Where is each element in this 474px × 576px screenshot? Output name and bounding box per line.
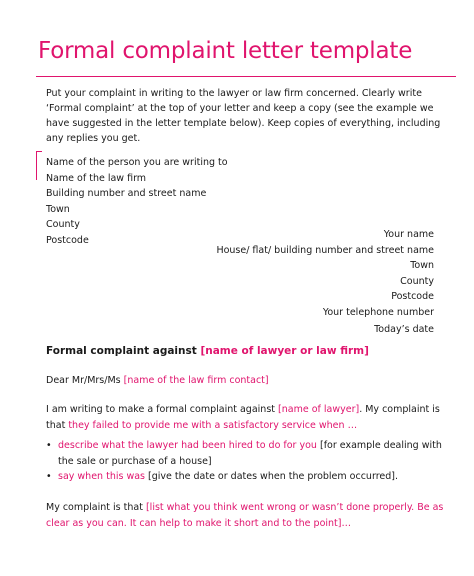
lawyer-placeholder: [name of lawyer] [278,404,360,415]
recipient-line: County [46,219,80,230]
sender-line: Postcode [391,291,434,302]
recipient-line: Building number and street name [46,188,207,199]
recipient-line: Name of the law firm [46,172,147,184]
recipient-address [46,155,228,248]
salutation [46,373,446,389]
letter-date: Today’s date [374,324,434,335]
complaint-paragraph [46,402,446,433]
salutation-placeholder: [name of the law firm contact] [123,375,269,386]
address-bracket-decoration [36,151,42,180]
title-divider [36,76,456,77]
bullet-placeholder: describe what the lawyer had been hired to do for you [58,440,317,451]
subject-label: Formal complaint against [46,345,197,357]
detail-placeholder: [list what you think went wrong or wasn’t done properly. Be as clear as you can. It can help to make it short and to the point]… [46,502,444,529]
recipient-line: Name of the person you are writing to [46,157,228,168]
complaint-placeholder: they failed to provide me with a satisfactory service when … [68,419,358,431]
bullet-placeholder: say when this was [58,471,145,482]
bullet-list [46,438,446,485]
intro-paragraph: Put your complaint in writing to the lawyer or law firm concerned. Clearly write ‘Formal complaint’ at the top of your letter and keep a copy (see the example we have suggested in the letter template below). Keep copies of everything, including any replies you get. [46,88,441,144]
sender-line: House/ flat/ building number and street name [216,244,434,256]
sender-line: County [400,275,434,287]
bullet-icon: • [46,471,52,482]
bullet-icon: • [46,440,52,451]
page-title: Formal complaint letter template [38,38,413,64]
bullet-text: [for example dealing with the sale or purchase of a house] [58,440,442,467]
paragraph-text: I am writing to make a formal complaint against [46,404,275,415]
sender-line: Town [410,260,434,271]
sender-address [216,227,434,320]
paragraph-text: . My complaint is that [46,404,440,431]
salutation-text: Dear Mr/Mrs/Ms [46,375,121,386]
recipient-line: Postcode [46,234,89,246]
complaint-detail-paragraph [46,500,446,531]
sender-line: Your name [383,229,434,240]
list-item [46,438,446,469]
bullet-text: [give the date or dates when the problem occurred]. [148,471,398,482]
subject-placeholder: [name of lawyer or law firm] [200,345,369,357]
subject-line [46,345,369,357]
list-item [46,469,446,485]
recipient-line: Town [46,203,70,215]
paragraph-text: My complaint is that [46,502,143,513]
sender-line: Your telephone number [322,306,434,318]
